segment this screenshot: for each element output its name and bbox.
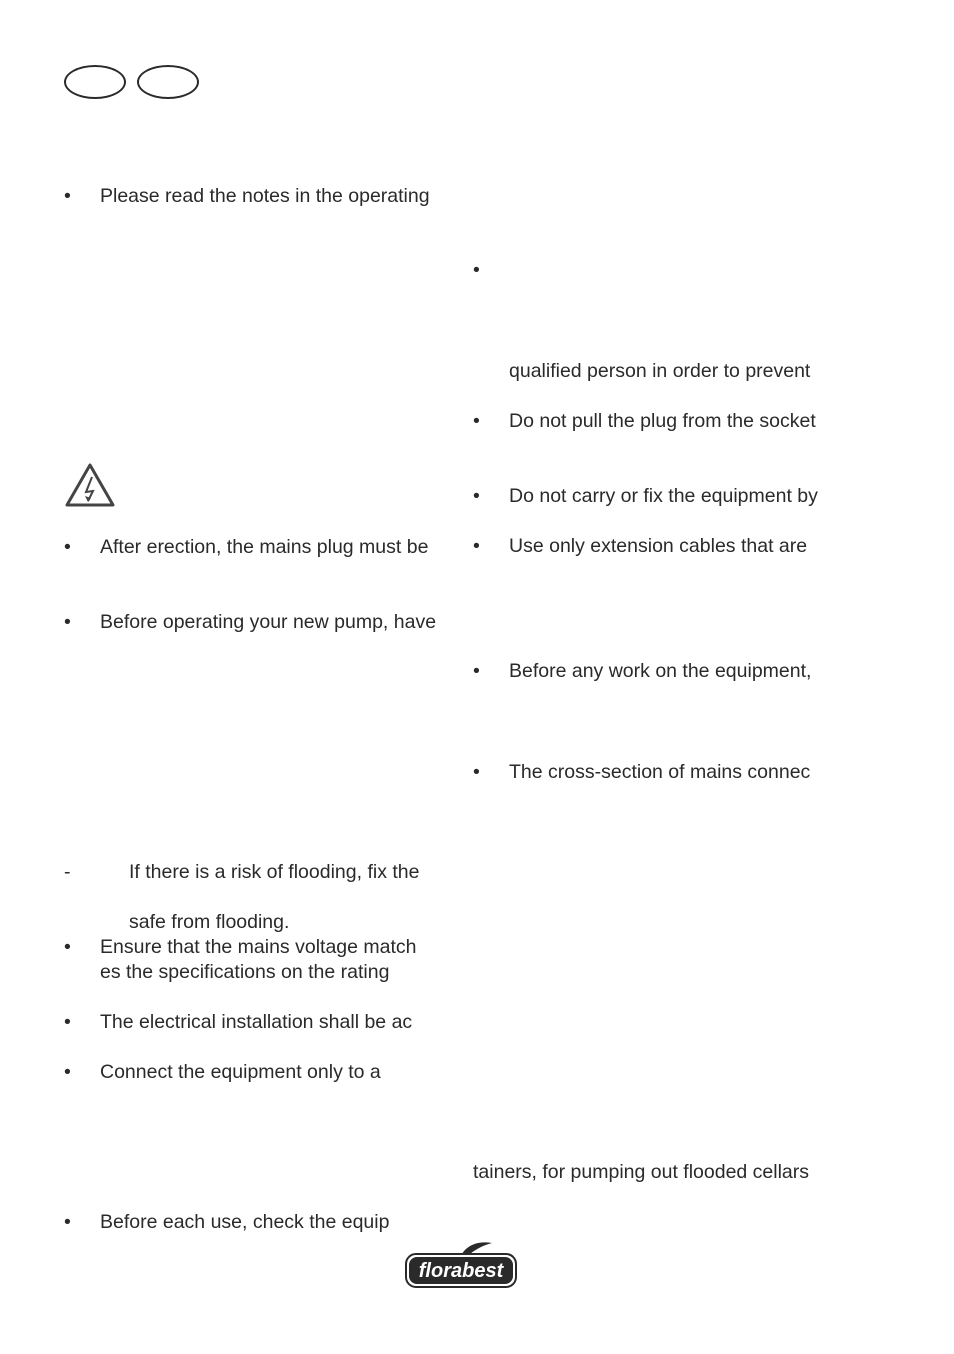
text-line: Before any work on the equipment, <box>509 660 812 682</box>
electrical-warning-icon <box>64 462 116 513</box>
text-line: Use only extension cables that are <box>509 535 808 557</box>
text-line: es the specifications on the rating <box>100 961 390 983</box>
bullet: • <box>64 611 71 633</box>
bullet: • <box>473 535 480 557</box>
text-line: The cross-section of mains connec <box>509 761 811 783</box>
bullet: • <box>64 1061 71 1083</box>
text-line: safe from flooding. <box>129 911 290 933</box>
text-line: Before each use, check the equip <box>100 1211 390 1233</box>
text-line: Ensure that the mains voltage match <box>100 936 417 958</box>
bullet: • <box>473 660 480 682</box>
text-line: qualified person in order to prevent <box>509 360 811 382</box>
bullet: • <box>64 936 71 958</box>
bullet: • <box>473 259 480 281</box>
bullet: • <box>473 410 480 432</box>
dash-marker: - <box>64 861 71 883</box>
text-line: Please read the notes in the operating <box>100 185 430 207</box>
text-line: Do not carry or fix the equipment by <box>509 485 818 507</box>
bullet: • <box>473 485 480 507</box>
bullet: • <box>64 185 71 207</box>
text-line: Do not pull the plug from the socket <box>509 410 816 432</box>
bullet: • <box>64 1011 71 1033</box>
text-line: Connect the equipment only to a <box>100 1061 381 1083</box>
florabest-logo <box>404 1242 518 1295</box>
language-badge-2 <box>137 65 199 99</box>
svg-text:florabest: florabest <box>418 1260 504 1282</box>
text-line: Before operating your new pump, have <box>100 611 437 633</box>
text-line: tainers, for pumping out flooded cellars <box>473 1161 810 1183</box>
bullet: • <box>64 1211 71 1233</box>
text-line: After erection, the mains plug must be <box>100 536 429 558</box>
bullet: • <box>473 761 480 783</box>
language-badge-1 <box>64 65 126 99</box>
bullet: • <box>64 536 71 558</box>
text-line: The electrical installation shall be ac <box>100 1011 413 1033</box>
text-line: If there is a risk of flooding, fix the <box>129 861 420 883</box>
